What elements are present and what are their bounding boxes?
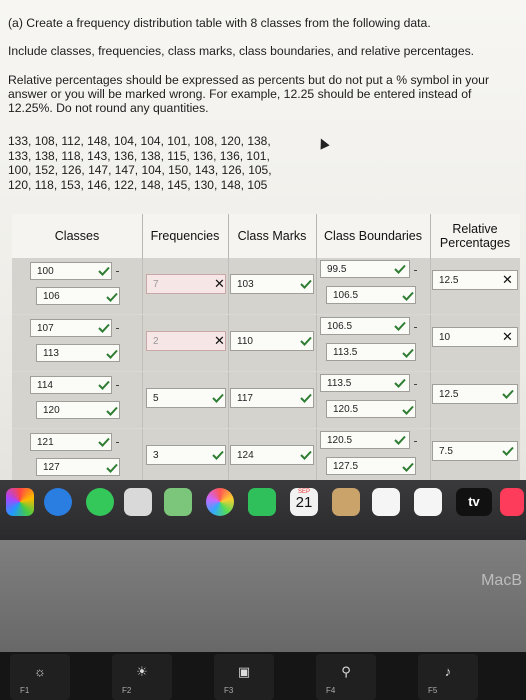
frequency-input[interactable]: 2 — [146, 331, 226, 351]
header-relative-line1: Relative — [452, 222, 498, 236]
table-row — [12, 372, 520, 428]
relative-percentage-input[interactable]: 12.5 — [432, 384, 518, 404]
notes-icon[interactable] — [414, 488, 442, 516]
checkmark-icon — [502, 446, 513, 455]
class-upper-input[interactable]: 113 — [36, 344, 120, 362]
key-label: F3 — [224, 686, 234, 695]
boundary-lower-input[interactable]: 120.5 — [320, 431, 410, 449]
class-mark-input[interactable]: 124 — [230, 445, 314, 465]
messages-icon[interactable] — [86, 488, 114, 516]
class-lower-input[interactable]: 107 — [30, 319, 112, 337]
key-f5[interactable] — [418, 654, 478, 700]
separator — [414, 327, 417, 328]
class-mark-input[interactable]: 117 — [230, 388, 314, 408]
checkmark-icon — [402, 348, 413, 357]
separator — [116, 271, 119, 272]
question-line-4: answer or you will be marked wrong. For example, 12.25 should be entered instead of — [8, 87, 472, 101]
class-mark-cell — [228, 372, 317, 428]
class-mark-cell — [228, 258, 317, 314]
header-class-marks: Class Marks — [228, 214, 317, 258]
table-row — [12, 429, 520, 480]
class-mark-cell — [228, 315, 317, 371]
photos-icon[interactable] — [206, 488, 234, 516]
frequency-input[interactable]: 5 — [146, 388, 226, 408]
checkmark-icon — [212, 450, 223, 459]
classes-cell — [12, 315, 143, 371]
key-f4[interactable] — [316, 654, 376, 700]
classes-cell — [12, 372, 143, 428]
boundary-lower-input[interactable]: 113.5 — [320, 374, 410, 392]
separator — [116, 328, 119, 329]
class-lower-input[interactable]: 114 — [30, 376, 112, 394]
class-mark-input[interactable]: 110 — [230, 331, 314, 351]
header-relative-line2: Percentages — [439, 236, 511, 250]
table-row — [12, 258, 520, 314]
class-boundaries-cell — [316, 315, 431, 371]
apple-tv-icon[interactable] — [456, 488, 492, 516]
relative-percentage-cell — [430, 372, 520, 428]
relative-percentage-input[interactable]: 10 — [432, 327, 518, 347]
class-lower-input[interactable]: 121 — [30, 433, 112, 451]
dock — [0, 480, 526, 540]
brightness-low-icon: ☼ — [34, 664, 46, 679]
checkmark-icon — [394, 264, 405, 273]
class-lower-input[interactable]: 100 — [30, 262, 112, 280]
boundary-upper-input[interactable]: 113.5 — [326, 343, 416, 361]
calendar-icon[interactable] — [290, 488, 318, 516]
frequency-cell — [142, 429, 229, 480]
key-label: F4 — [326, 686, 336, 695]
laptop-brand: MacB — [481, 572, 522, 589]
safari-icon[interactable] — [44, 488, 72, 516]
x-mark-icon: ✕ — [214, 333, 225, 348]
checkmark-icon — [106, 406, 117, 415]
boundary-lower-input[interactable]: 106.5 — [320, 317, 410, 335]
checkmark-icon — [300, 393, 311, 402]
question-line-2: Include classes, frequencies, class marks, class boundaries, and relative percentages. — [8, 44, 475, 58]
contacts-icon[interactable] — [332, 488, 360, 516]
key-f2[interactable] — [112, 654, 172, 700]
checkmark-icon — [300, 450, 311, 459]
x-mark-icon: ✕ — [502, 272, 513, 287]
checkmark-icon — [394, 321, 405, 330]
separator — [116, 385, 119, 386]
facetime-icon[interactable] — [248, 488, 276, 516]
class-boundaries-cell — [316, 372, 431, 428]
boundary-upper-input[interactable]: 120.5 — [326, 400, 416, 418]
boundary-upper-input[interactable]: 106.5 — [326, 286, 416, 304]
data-line: 120, 118, 153, 146, 122, 148, 145, 130, 148, 105 — [8, 177, 268, 192]
checkmark-icon — [98, 437, 109, 446]
x-mark-icon: ✕ — [502, 329, 513, 344]
boundary-lower-input[interactable]: 99.5 — [320, 260, 410, 278]
key-label: F5 — [428, 686, 438, 695]
checkmark-icon — [300, 279, 311, 288]
header-classes: Classes — [12, 214, 143, 258]
key-label: F1 — [20, 686, 30, 695]
mail-icon[interactable] — [124, 488, 152, 516]
mission-control-icon: ▣ — [237, 664, 251, 679]
data-line: 133, 138, 118, 143, 136, 138, 115, 136, 136, 101, — [8, 148, 270, 163]
relative-percentage-input[interactable]: 7.5 — [432, 441, 518, 461]
checkmark-icon — [98, 380, 109, 389]
checkmark-icon — [402, 291, 413, 300]
data-line: 100, 152, 126, 147, 147, 104, 150, 143, 126, 105, — [8, 163, 272, 177]
checkmark-icon — [502, 389, 513, 398]
header-class-boundaries: Class Boundaries — [316, 214, 431, 258]
checkmark-icon — [402, 462, 413, 471]
calendar-day: 21 — [295, 494, 313, 511]
launchpad-icon[interactable] — [6, 488, 34, 516]
brightness-high-icon: ☀ — [136, 664, 148, 679]
calendar-month: SEP — [297, 489, 310, 495]
class-upper-input[interactable]: 106 — [36, 287, 120, 305]
table-row — [12, 315, 520, 371]
frequency-table — [12, 214, 520, 480]
spotlight-icon: ⚲ — [341, 664, 351, 679]
frequency-cell — [142, 315, 229, 371]
class-mark-cell — [228, 429, 317, 480]
separator — [414, 384, 417, 385]
separator — [414, 270, 417, 271]
frequency-input[interactable]: 3 — [146, 445, 226, 465]
checkmark-icon — [402, 405, 413, 414]
class-boundaries-cell — [316, 429, 431, 480]
classes-cell — [12, 258, 143, 314]
data-values — [8, 134, 272, 192]
x-mark-icon: ✕ — [214, 276, 225, 291]
relative-percentage-cell — [430, 315, 520, 371]
key-label: F2 — [122, 686, 132, 695]
reminders-icon[interactable] — [372, 488, 400, 516]
table-header — [12, 214, 520, 258]
header-relative-percentages — [430, 214, 520, 258]
classes-cell — [12, 429, 143, 480]
key-f3[interactable] — [214, 654, 274, 700]
boundary-upper-input[interactable]: 127.5 — [326, 457, 416, 475]
checkmark-icon — [394, 435, 405, 444]
maps-icon[interactable] — [164, 488, 192, 516]
mouse-pointer-icon — [316, 136, 329, 149]
checkmark-icon — [212, 393, 223, 402]
frequency-cell — [142, 372, 229, 428]
key-f1[interactable] — [10, 654, 70, 700]
separator — [414, 441, 417, 442]
checkmark-icon — [98, 323, 109, 332]
checkmark-icon — [98, 266, 109, 275]
question-line-5: 12.25%. Do not round any quantities. — [8, 101, 209, 115]
separator — [116, 442, 119, 443]
class-upper-input[interactable]: 120 — [36, 401, 120, 419]
relative-percentage-input[interactable]: 12.5 — [432, 270, 518, 290]
checkmark-icon — [300, 336, 311, 345]
checkmark-icon — [106, 349, 117, 358]
relative-percentage-cell — [430, 258, 520, 314]
question-line-3: Relative percentages should be expressed as percents but do not put a % symbol in your — [8, 73, 490, 87]
dictation-icon: ♪ — [444, 664, 452, 679]
tv-label: tv — [468, 494, 480, 509]
data-line: 133, 108, 112, 148, 104, 104, 101, 108, 120, 138, — [8, 134, 271, 148]
header-frequencies: Frequencies — [142, 214, 229, 258]
music-icon[interactable] — [500, 488, 524, 516]
class-upper-input[interactable]: 127 — [36, 458, 120, 476]
frequency-input[interactable]: 7 — [146, 274, 226, 294]
checkmark-icon — [394, 378, 405, 387]
frequency-cell — [142, 258, 229, 314]
question-line-1: (a) Create a frequency distribution table with 8 classes from the following data. — [8, 16, 431, 30]
class-mark-input[interactable]: 103 — [230, 274, 314, 294]
checkmark-icon — [106, 292, 117, 301]
checkmark-icon — [106, 463, 117, 472]
class-boundaries-cell — [316, 258, 431, 314]
relative-percentage-cell — [430, 429, 520, 480]
